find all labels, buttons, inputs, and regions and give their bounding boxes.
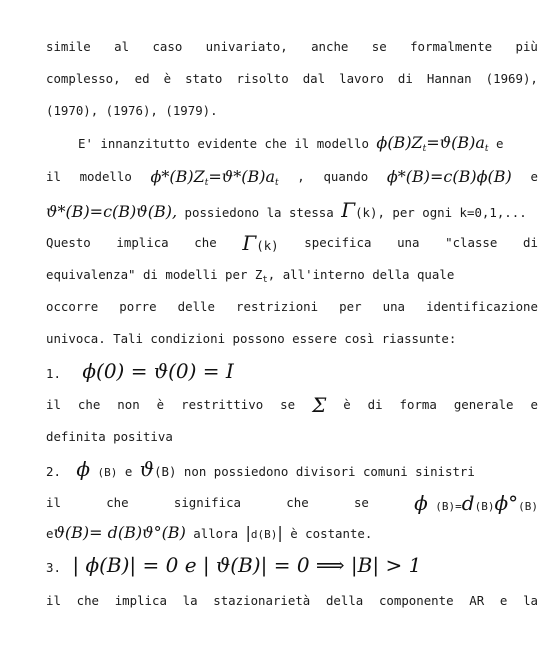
word: che xyxy=(106,495,129,510)
word: e xyxy=(496,136,504,151)
text-line-13 xyxy=(46,428,538,446)
word: e xyxy=(499,593,508,608)
word: della xyxy=(325,593,364,608)
word: la xyxy=(523,593,538,608)
handwritten-formula: $\phi(B)Z_t=ϑ(B)a_t$ xyxy=(376,133,489,154)
word: delle xyxy=(177,299,215,314)
word: il xyxy=(46,495,61,510)
line-text: (B) non possiedono divisori comuni sinistri xyxy=(154,464,475,479)
word: per xyxy=(339,299,362,314)
word: al xyxy=(114,39,130,54)
word: generale xyxy=(453,397,514,412)
word: e xyxy=(46,526,54,541)
word: di xyxy=(523,235,538,250)
line-text: equivalenza" di modelli per xyxy=(46,267,248,282)
word: specifica xyxy=(304,235,372,250)
word: , xyxy=(297,169,305,184)
word: formalmente xyxy=(410,39,493,54)
word: più xyxy=(515,39,538,54)
handwritten-formula: ϑ(B)= d(B)ϑ°(B) xyxy=(53,523,186,542)
word: la xyxy=(182,593,198,608)
word: Hannan xyxy=(426,71,472,86)
line-text: definita positiva xyxy=(46,429,173,444)
word: ed xyxy=(134,71,150,86)
handwritten-bar: | xyxy=(277,523,283,542)
handwritten-formula: ϕ*(B)=c(B)ϕ(B) xyxy=(386,167,512,186)
word: quando xyxy=(323,169,369,184)
text-line-5 xyxy=(46,168,538,192)
word: e xyxy=(530,397,538,412)
word: implica xyxy=(116,235,169,250)
text-line-10 xyxy=(46,330,538,348)
word: significa xyxy=(173,495,242,510)
word: che xyxy=(194,235,217,250)
text-line-15 xyxy=(46,491,538,516)
word: caso xyxy=(152,39,183,54)
word: stato xyxy=(185,71,223,86)
line-text: , all'interno della quale xyxy=(267,267,455,282)
word: restrizioni xyxy=(236,299,319,314)
word: se xyxy=(371,39,387,54)
word: di xyxy=(367,397,383,412)
word: che xyxy=(76,593,100,608)
z-variable: $Z_t$ xyxy=(254,267,268,285)
handwritten-bar: | xyxy=(245,523,251,542)
word: d(B) xyxy=(250,528,278,541)
word: risolto xyxy=(236,71,289,86)
handwritten-formula: ϑ*(B)=c(B)ϑ(B), xyxy=(46,202,178,221)
word: se xyxy=(353,495,369,510)
line-text: univoca. Tali condizioni possono essere così riassunte: xyxy=(46,331,457,346)
word: anche xyxy=(311,39,349,54)
word: e xyxy=(124,464,133,479)
text-line-3 xyxy=(46,102,538,120)
handwritten-formula: $\phi*(B)Z_t=ϑ*(B)a_t$ xyxy=(150,167,279,188)
word: "classe xyxy=(445,235,498,250)
word: occorre xyxy=(46,299,99,314)
word: AR xyxy=(469,593,485,608)
text-line-1 xyxy=(46,38,538,56)
word: una xyxy=(382,299,405,314)
word: una xyxy=(397,235,420,250)
line-text: (k), per ogni k=0,1,... xyxy=(355,205,527,220)
word: Questo xyxy=(46,235,91,250)
word: è xyxy=(163,71,172,86)
handwritten-formula: ϕ(0) = ϑ(0) = I xyxy=(82,359,234,383)
word: componente xyxy=(378,593,454,608)
word: complesso, xyxy=(46,71,121,86)
word: porre xyxy=(119,299,157,314)
word: che xyxy=(77,397,101,412)
gamma-symbol: Γ xyxy=(341,198,356,222)
line-text: E' innanzitutto evidente che il modello xyxy=(78,136,369,151)
word: il xyxy=(46,169,61,184)
text-line-18 xyxy=(46,592,538,610)
handwritten-formula: ϑ xyxy=(139,457,155,481)
handwritten-formula: ϕ (B)=d(B)ϕ°(B) xyxy=(414,491,538,515)
word: e xyxy=(530,169,538,184)
word: dal xyxy=(302,71,326,86)
gamma-symbol: Γ xyxy=(242,231,257,255)
text-line-16 xyxy=(46,524,538,544)
word: stazionarietà xyxy=(213,593,311,608)
condition-2 xyxy=(46,457,538,482)
word: modello xyxy=(79,169,132,184)
word: simile xyxy=(46,39,91,54)
word: implica xyxy=(114,593,167,608)
text-line-4 xyxy=(78,134,538,158)
word: identificazione xyxy=(426,299,538,314)
word: (k) xyxy=(256,238,279,253)
condition-3 xyxy=(46,553,538,577)
list-number: 3. xyxy=(46,560,61,575)
word: lavoro xyxy=(339,71,384,86)
word: è xyxy=(156,397,165,412)
text-line-6 xyxy=(46,198,538,222)
list-number: 2. xyxy=(46,464,61,479)
line-text: (1970), (1976), (1979). xyxy=(46,103,218,118)
word: il xyxy=(46,593,61,608)
word: univariato, xyxy=(205,39,288,54)
word: allora xyxy=(193,526,239,541)
line-text: possiedono la stessa xyxy=(184,205,334,220)
text-line-9 xyxy=(46,298,538,316)
text-line-12 xyxy=(46,393,538,417)
word: che xyxy=(286,495,309,510)
handwritten-formula: ϕ xyxy=(76,457,91,481)
word: restrittivo xyxy=(181,397,264,412)
word: il xyxy=(46,397,61,412)
sigma-symbol: Σ xyxy=(312,393,327,417)
text-line-2 xyxy=(46,70,538,88)
text-line-8 xyxy=(46,266,538,289)
list-number: 1. xyxy=(46,366,61,381)
line-text: è costante. xyxy=(290,526,373,541)
condition-1 xyxy=(46,359,538,383)
word: di xyxy=(397,71,413,86)
word: è xyxy=(343,397,351,412)
word: (B) xyxy=(97,466,118,479)
text-line-7 xyxy=(46,231,538,255)
handwritten-formula: | ϕ(B)| = 0 e | ϑ(B)| = 0 ⟹ |B| > 1 xyxy=(72,553,422,577)
word: (1969), xyxy=(485,71,538,86)
word: forma xyxy=(399,397,437,412)
word: non xyxy=(117,397,140,412)
word: se xyxy=(280,397,296,412)
